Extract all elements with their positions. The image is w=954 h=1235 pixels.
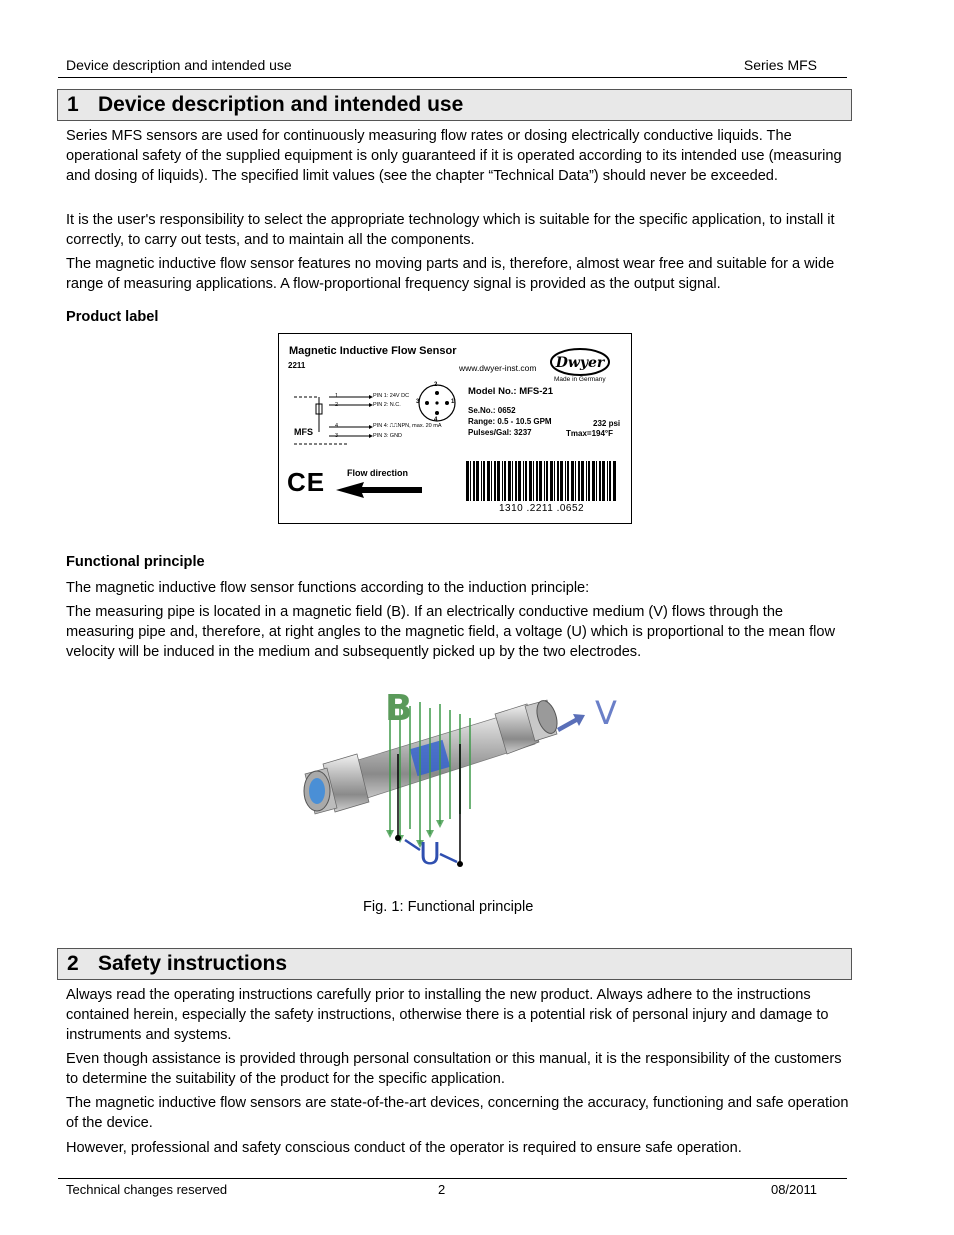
section-2-title: Safety instructions xyxy=(98,952,288,975)
s2-paragraph-4: However, professional and safety conscious conduct of the operator is required to ensure safe operation. xyxy=(66,1140,742,1156)
dwyer-logo-icon xyxy=(549,346,611,378)
header-right: Series MFS xyxy=(743,57,817,73)
s2-paragraph-2: Even though assistance is provided through personal consultation or this manual, it is the responsibility of the customers to determine the suitability of the product for the specific application. xyxy=(66,1051,842,1087)
label-tmax: Tmax=194°F xyxy=(566,429,614,438)
label-range: Range: 0.5 - 10.5 GPM xyxy=(468,417,552,426)
footer-rule xyxy=(58,1178,847,1179)
fp-paragraph-2: The measuring pipe is located in a magnetic field (B). If an electrically conductive medium (V) flows through the measuring pipe and, therefore, at right angles to the magnetic field, a voltage (U) which is proportional to the mean flow velocity will be induced in the medium and subsequently picked up by the two electrodes. xyxy=(66,604,836,660)
s1-paragraph-1: Series MFS sensors are used for continuously measuring flow rates or dosing electrically conductive liquids. The operational safety of the supplied equipment is only guaranteed if it is operated according to its intended use (measuring and dosing of liquids). The specified limit values (see the chapter “Technical Data”) should never be exceeded. xyxy=(66,128,842,184)
label-pulses: Pulses/Gal: 3237 xyxy=(468,428,532,437)
header-rule xyxy=(58,77,847,78)
section-2-heading xyxy=(57,948,852,980)
pin-number-1: 1 xyxy=(335,393,339,399)
header-left: Device description and intended use xyxy=(66,57,292,73)
pin-2-label: PIN 2: N.C. xyxy=(373,402,401,408)
label-code: 2211 xyxy=(288,361,306,370)
fp-paragraph-1: The magnetic inductive flow sensor functions according to the induction principle: xyxy=(66,580,590,596)
figure-caption: Fig. 1: Functional principle xyxy=(363,899,534,915)
label-made-in: Made in Germany xyxy=(554,376,606,383)
section-1-heading xyxy=(57,89,852,121)
functional-principle-figure xyxy=(295,684,625,874)
pin-4-label: PIN 4: ⎍⎍NPN, max. 20 mA xyxy=(373,423,442,429)
footer-right: 08/2011 xyxy=(770,1182,817,1197)
connector-pin-4: 4 xyxy=(434,417,438,423)
label-v: V xyxy=(595,694,617,732)
label-title: Magnetic Inductive Flow Sensor xyxy=(289,345,457,357)
label-flow-direction: Flow direction xyxy=(347,468,409,478)
velocity-arrow-icon xyxy=(557,714,585,732)
section-2-number: 2 xyxy=(67,952,79,975)
pin-number-3: 3 xyxy=(335,433,339,439)
s1-paragraph-3: The magnetic inductive flow sensor features no moving parts and is, therefore, almost wear free and suitable for a wide range of measuring applications. A flow-proportional frequency signal is provided as the output signal. xyxy=(66,256,835,292)
label-barcode-number: 1310 .2211 .0652 xyxy=(499,503,585,514)
s1-paragraph-2: It is the user's responsibility to select the appropriate technology which is suitable for the specific application, to install it correctly, to carry out tests, and to maintain all the components. xyxy=(66,212,835,248)
pin-1-label: PIN 1: 24V DC xyxy=(373,393,410,399)
label-pressure: 232 psi xyxy=(593,419,621,428)
label-url: www.dwyer-inst.com xyxy=(459,363,537,373)
section-1-number: 1 xyxy=(67,93,79,116)
connector-pin-2: 2 xyxy=(434,382,438,388)
ce-mark-icon: CE xyxy=(287,467,326,497)
footer-page-number: 2 xyxy=(438,1182,446,1197)
label-u: U xyxy=(419,837,441,872)
pipe-opening-icon xyxy=(309,778,325,804)
functional-principle-heading: Functional principle xyxy=(66,554,205,570)
pin-3-label: PIN 3: GND xyxy=(373,433,403,439)
flow-direction-arrow-icon xyxy=(334,481,426,499)
s2-paragraph-3: The magnetic inductive flow sensors are state-of-the-art devices, concerning the accuracy, functioning and safe operation of the device. xyxy=(66,1095,849,1131)
footer-left: Technical changes reserved xyxy=(66,1182,228,1197)
label-b: B xyxy=(385,688,413,729)
label-serial: Se.No.: 0652 xyxy=(468,406,516,415)
section-1-title: Device description and intended use xyxy=(98,93,464,116)
connector-pin-1: 1 xyxy=(451,399,455,405)
label-brand: Dwyer xyxy=(555,355,605,371)
s2-paragraph-1: Always read the operating instructions carefully prior to installing the new product. Always adhere to the instructions contained herein, especially the safety instructions, otherwise there is a potential risk of personal injury and damage to instruments and systems. xyxy=(66,987,829,1043)
barcode-icon xyxy=(464,461,619,501)
label-model: Model No.: MFS-21 xyxy=(468,386,553,397)
pin-number-4: 4 xyxy=(335,423,339,429)
pin-number-2: 2 xyxy=(335,402,339,408)
product-label-image xyxy=(278,333,632,524)
product-label-heading: Product label xyxy=(66,309,159,325)
label-device: MFS xyxy=(294,427,313,437)
connector-pin-3: 3 xyxy=(416,399,420,405)
